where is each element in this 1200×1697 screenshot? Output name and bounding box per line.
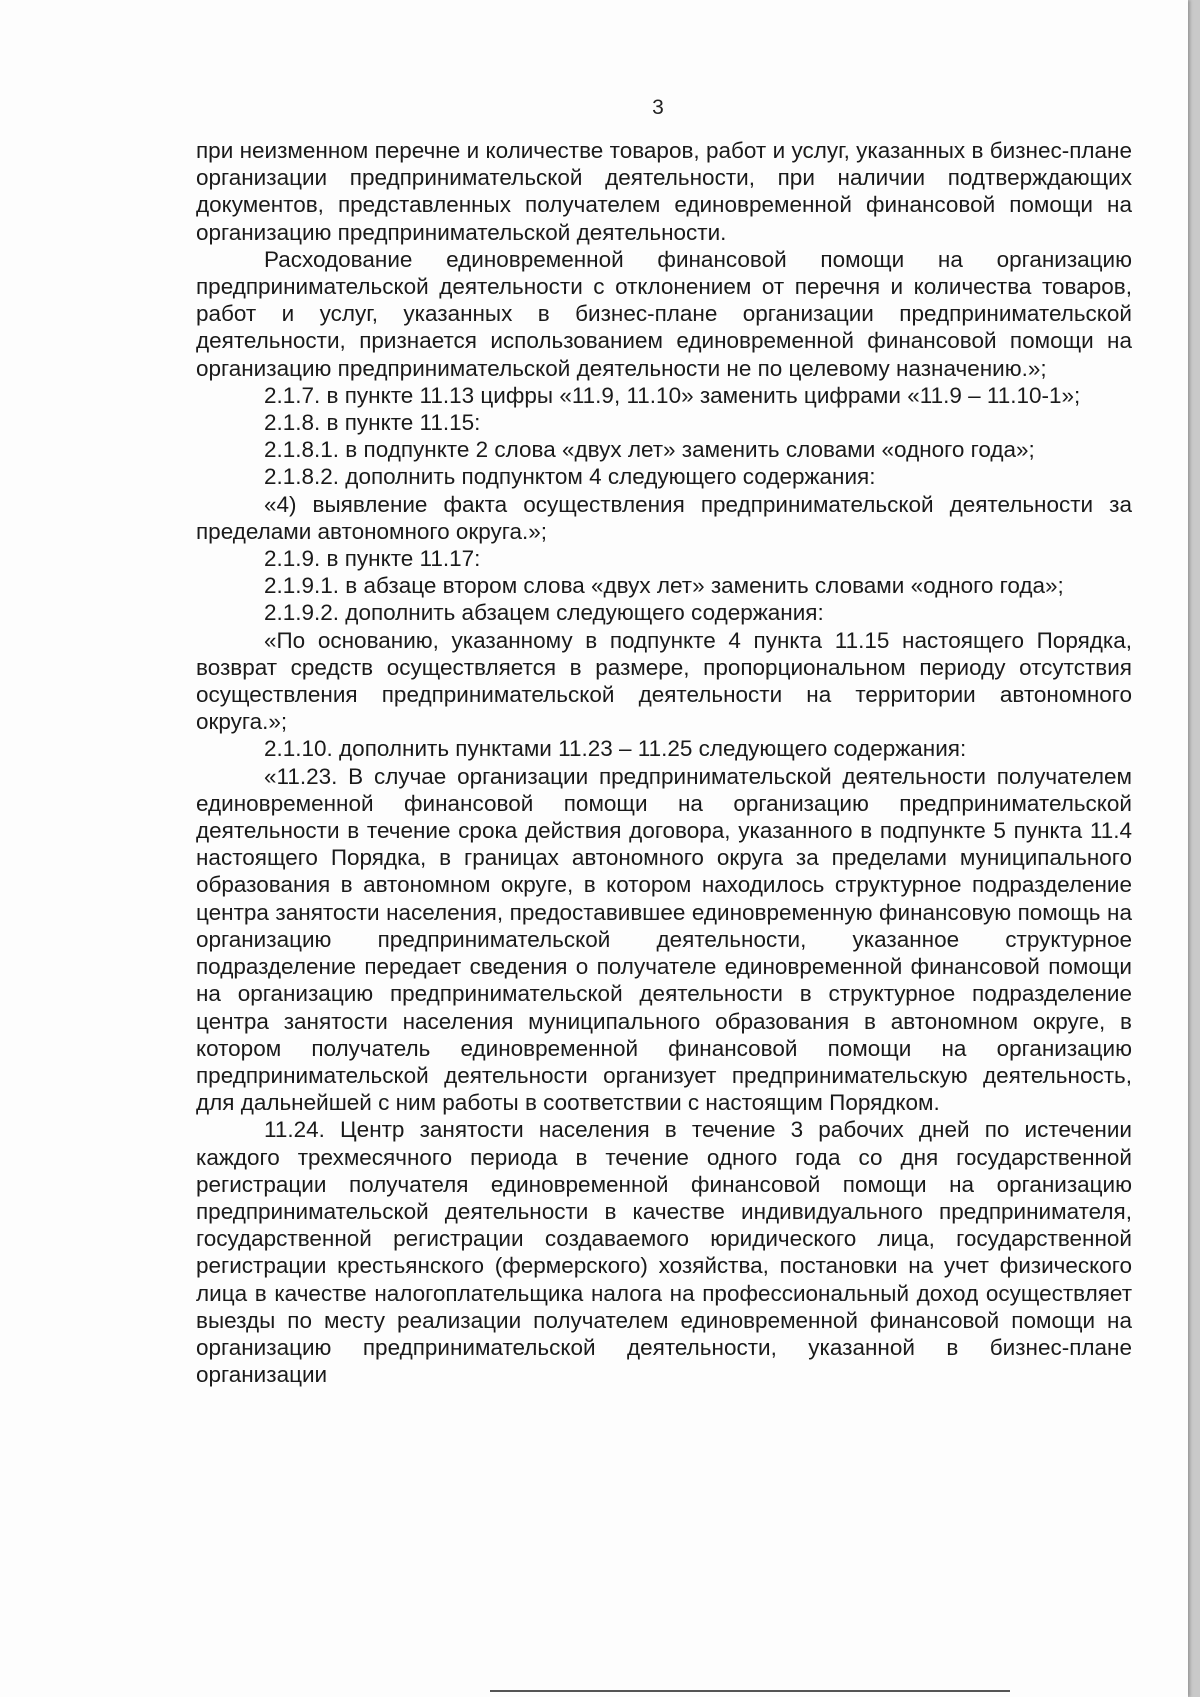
page-number: 3 [652, 96, 664, 119]
paragraph-14: 11.24. Центр занятости населения в течение 3 рабочих дней по истечении каждого трехмесячного периода в течение одного года со дня государственной регистрации получателя единовременной финансовой помощи на организацию предпринимательской деятельности в качестве индивидуального предпринимателя, государственной регистрации создаваемого юридического лица, государственной регистрации крестьянского (фермерского) хозяйства, постановки на учет физического лица в качестве налогоплательщика налога на профессиональный доход осуществляет выезды по месту реализации получателем единовременной финансовой помощи на организацию предпринимательской деятельности, указанной в бизнес-плане организации [196, 1117, 1132, 1388]
paragraph-4: 2.1.8. в пункте 11.15: [264, 410, 481, 436]
paragraph-5: 2.1.8.1. в подпункте 2 слова «двух лет» заменить словами «одного года»; [264, 437, 1035, 463]
scan-edge-line [490, 1690, 1010, 1692]
paragraph-1: при неизменном перечне и количестве товаров, работ и услуг, указанных в бизнес-плане организации предпринимательской деятельности, при наличии подтверждающих документов, представленных получателем единовременной финансовой помощи на организацию предпринимательской деятельности. [196, 138, 1132, 245]
document-body [196, 137, 1132, 1388]
paragraph-6: 2.1.8.2. дополнить подпунктом 4 следующего содержания: [264, 464, 876, 490]
paragraph-8: 2.1.9. в пункте 11.17: [264, 546, 481, 572]
paragraph-9: 2.1.9.1. в абзаце втором слова «двух лет» заменить словами «одного года»; [264, 573, 1064, 599]
paragraph-10: 2.1.9.2. дополнить абзацем следующего содержания: [264, 600, 824, 626]
paragraph-7: «4) выявление факта осуществления предпринимательской деятельности за пределами автономного округа.»; [196, 491, 1132, 544]
paragraph-13: «11.23. В случае организации предпринимательской деятельности получателем единовременной финансовой помощи на организацию предпринимательской деятельности в течение срока действия договора, указанного в подпункте 5 пункта 11.4 настоящего Порядка, в границах автономного округа за пределами муниципального образования в автономном округе, в котором находилось структурное подразделение центра занятости населения, предоставившее единовременную финансовую помощь на организацию предпринимательской деятельности, указанное структурное подразделение передает сведения о получателе единовременной финансовой помощи на организацию предпринимательской деятельности в структурное подразделение центра занятости населения муниципального образования в автономном округе, в котором получатель единовременной финансовой помощи на организацию предпринимательской деятельности организует предпринимательскую деятельность, для дальнейшей с ним работы в соответствии с настоящим Порядком. [196, 763, 1132, 1116]
paragraph-3: 2.1.7. в пункте 11.13 цифры «11.9, 11.10» заменить цифрами «11.9 – 11.10-1»; [264, 382, 1081, 408]
paragraph-2: Расходование единовременной финансовой помощи на организацию предпринимательской деятельности с отклонением от перечня и количества товаров, работ и услуг, указанных в бизнес-плане организации предпринимательской деятельности, признается использованием единовременной финансовой помощи на организацию предпринимательской деятельности не по целевому назначению.»; [196, 246, 1132, 381]
paragraph-12: 2.1.10. дополнить пунктами 11.23 – 11.25 следующего содержания: [264, 736, 967, 762]
paragraph-11: «По основанию, указанному в подпункте 4 пункта 11.15 настоящего Порядка, возврат средств осуществляется в размере, пропорциональном периоду отсутствия осуществления предпринимательской деятельности на территории автономного округа.»; [196, 627, 1132, 735]
